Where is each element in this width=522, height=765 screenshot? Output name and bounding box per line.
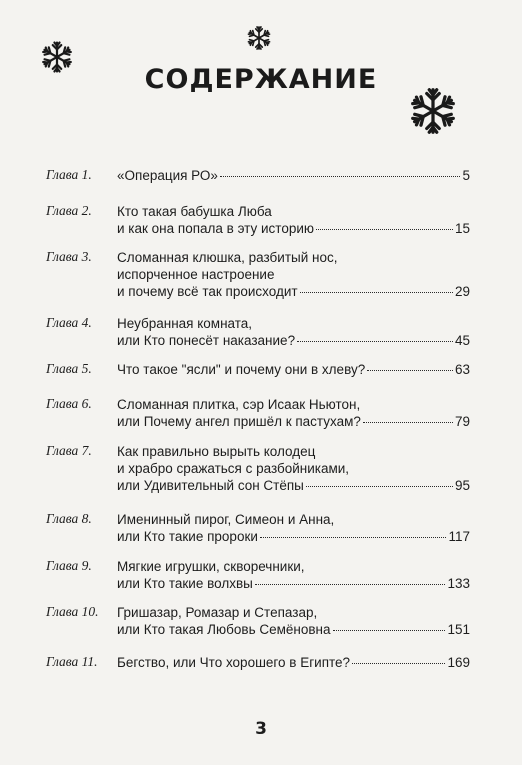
chapter-title: Что такое "ясли" и почему они в хлеву? <box>117 362 366 377</box>
chapter-label: Глава 11. <box>46 654 98 669</box>
chapter-title: Гришазар, Ромазар и Степазар, <box>117 605 318 620</box>
chapter-label: Глава 3. <box>46 249 92 264</box>
chapter-title: или Кто такие пророки <box>117 529 258 544</box>
chapter-title: или Кто такие волхвы <box>117 576 253 591</box>
page-ref: 63 <box>454 362 470 377</box>
chapter-title: испорченное настроение <box>117 267 275 282</box>
chapter-title: или Кто такая Любовь Семёновна <box>117 622 331 637</box>
chapter-label: Глава 8. <box>46 511 92 526</box>
page-ref: 169 <box>447 655 470 670</box>
chapter-title: Как правильно вырыть колодец <box>117 444 316 459</box>
chapter-label: Глава 4. <box>46 315 92 330</box>
chapter-label: Глава 9. <box>46 558 92 573</box>
page-ref: 95 <box>454 478 470 493</box>
dot-leader <box>316 229 453 230</box>
chapter-title: Сломанная клюшка, разбитый нос, <box>117 250 338 265</box>
page-ref: 29 <box>454 284 470 299</box>
dot-leader <box>260 537 447 538</box>
chapter-title: Кто такая бабушка Люба <box>117 204 272 219</box>
toc-line <box>117 332 470 349</box>
snowflake-icon <box>246 25 272 51</box>
page-ref: 133 <box>447 576 470 591</box>
toc-line <box>117 220 470 237</box>
chapter-label: Глава 2. <box>46 203 92 218</box>
chapter-title: и храбро сражаться с разбойниками, <box>117 461 350 476</box>
page-ref: 151 <box>447 622 470 637</box>
toc-line <box>117 361 470 378</box>
dot-leader <box>255 584 446 585</box>
chapter-title: или Кто понесёт наказание? <box>117 333 296 348</box>
chapter-label: Глава 7. <box>46 443 92 458</box>
dot-leader <box>220 176 461 177</box>
page-number: 3 <box>255 719 267 739</box>
dot-leader <box>333 630 446 631</box>
chapter-label: Глава 5. <box>46 361 92 376</box>
toc-line <box>117 167 470 184</box>
chapter-title: Неубранная комната, <box>117 316 253 331</box>
dot-leader <box>363 422 453 423</box>
page-ref: 15 <box>454 221 470 236</box>
page-ref: 45 <box>454 333 470 348</box>
chapter-label: Глава 10. <box>46 604 99 619</box>
page-title: СОДЕРЖАНИЕ <box>144 64 378 95</box>
toc-line <box>117 621 470 638</box>
chapter-title: и как она попала в эту историю <box>117 221 315 236</box>
chapter-title: или Удивительный сон Стёпы <box>117 478 304 493</box>
chapter-label: Глава 6. <box>46 396 92 411</box>
toc-line <box>117 413 470 430</box>
chapter-title: Именинный пирог, Симеон и Анна, <box>117 512 335 527</box>
chapter-title: Сломанная плитка, сэр Исаак Ньютон, <box>117 397 361 412</box>
page-ref: 5 <box>462 168 470 183</box>
chapter-title: Мягкие игрушки, скворечники, <box>117 559 305 574</box>
page-ref: 117 <box>448 529 470 544</box>
chapter-label: Глава 1. <box>46 167 92 182</box>
toc-line <box>117 477 470 494</box>
chapter-title: или Почему ангел пришёл к пастухам? <box>117 414 361 429</box>
page-ref: 79 <box>454 414 470 429</box>
toc-line <box>117 575 470 592</box>
chapter-title: Бегство, или Что хорошего в Египте? <box>117 655 351 670</box>
toc-line <box>117 654 470 671</box>
dot-leader <box>367 370 453 371</box>
toc-line <box>117 528 470 545</box>
dot-leader <box>352 663 445 664</box>
dot-leader <box>306 486 453 487</box>
dot-leader <box>300 292 453 293</box>
dot-leader <box>297 341 453 342</box>
toc-line <box>117 283 470 300</box>
chapter-title: и почему всё так происходит <box>117 284 298 299</box>
chapter-title: «Операция РО» <box>117 168 218 183</box>
